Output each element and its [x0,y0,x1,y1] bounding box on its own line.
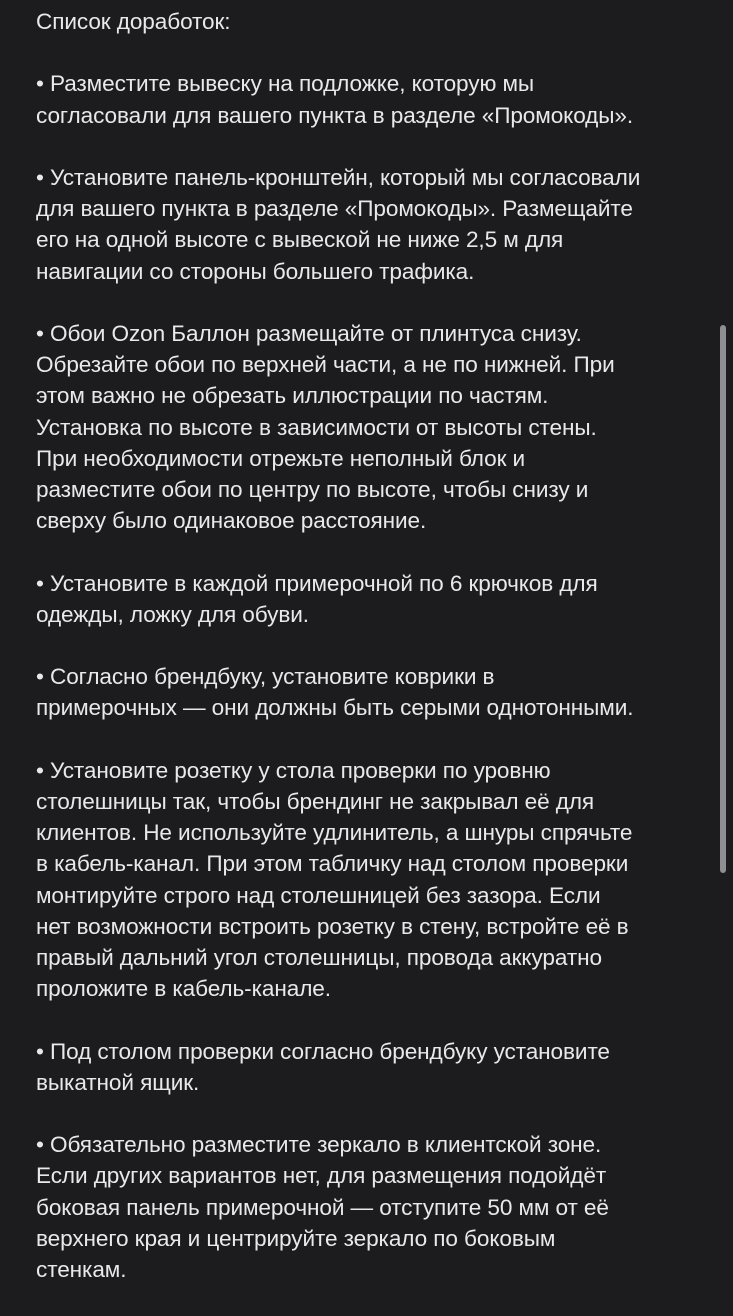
text-line: правый дальний угол столешницы, провода аккуратно [36,945,602,970]
text-line: • Обязательно разместите зеркало в клиентской зоне. [36,1132,602,1158]
text-line: столешницы так, чтобы брендинг не закрывал её для [36,788,595,814]
text-line: Установка по высоте в зависимости от высоты стены. [36,414,597,440]
text-line: согласовали для вашего пункта в разделе «Промокоды». [36,102,634,128]
text-line: • Согласно брендбуку, установите коврики в [36,664,495,690]
message-text [36,6,706,1316]
text-line: примерочных — они должны быть серыми однотонными. [36,695,634,721]
text-line: боковая панель примерочной — отступите 50 мм от её [36,1194,609,1220]
text-line: выкатной ящик. [36,1069,200,1095]
title-line: Список доработок: [36,9,231,34]
text-line: разместите обои по центру по высоте, чтобы снизу и [36,477,589,502]
text-line: • Разместите вывеску на подложке, которую мы [36,71,535,97]
text-line: в кабель-канал. При этом табличку над столом проверки [36,851,629,877]
text-line: • Установите панель-кронштейн, который мы согласовали [36,164,641,190]
text-line: монтируйте строго над столешницей без зазора. Если [36,882,601,908]
text-line: • Обои Ozon Баллон размещайте от плинтуса снизу. [36,320,582,346]
text-line: одежды, ложку для обуви. [36,601,309,627]
list-item [36,68,706,130]
list-item [36,755,706,1005]
message-title [36,6,706,37]
list-item [36,661,706,723]
text-line: верхнего края и центрируйте зеркало по боковым [36,1225,556,1251]
list-item [36,1129,706,1285]
list-item [36,1036,706,1098]
text-line: • Под столом проверки согласно брендбуку установите [36,1038,610,1064]
text-line: Обрезайте обои по верхней части, а не по нижней. При [36,352,615,378]
text-line: проложите в кабель-канале. [36,976,331,1002]
text-line: При необходимости отрежьте неполный блок и [36,445,526,471]
list-item [36,318,706,536]
text-line: сверху было одинаковое расстояние. [36,508,427,534]
list-item [36,568,706,630]
text-line: этом важно не обрезать иллюстрации по частям. [36,383,549,409]
text-line: стенкам. [36,1257,127,1282]
text-line: для вашего пункта в разделе «Промокоды». Размещайте [36,196,633,222]
text-line: Если других вариантов нет, для размещения подойдёт [36,1163,607,1189]
text-line: • Установите розетку у стола проверки по уровню [36,757,551,783]
scrollbar[interactable] [720,325,726,873]
text-line: его на одной высоте с вывеской не ниже 2,5 м для [36,227,564,253]
text-line: нет возможности встроить розетку в стену, встройте её в [36,913,629,939]
text-line: навигации со стороны большего трафика. [36,258,475,284]
text-line: • Установите в каждой примерочной по 6 крючков для [36,570,598,596]
text-line: клиентов. Не используйте удлинитель, а шнуры спрячьте [36,820,633,846]
list-item [36,162,706,287]
